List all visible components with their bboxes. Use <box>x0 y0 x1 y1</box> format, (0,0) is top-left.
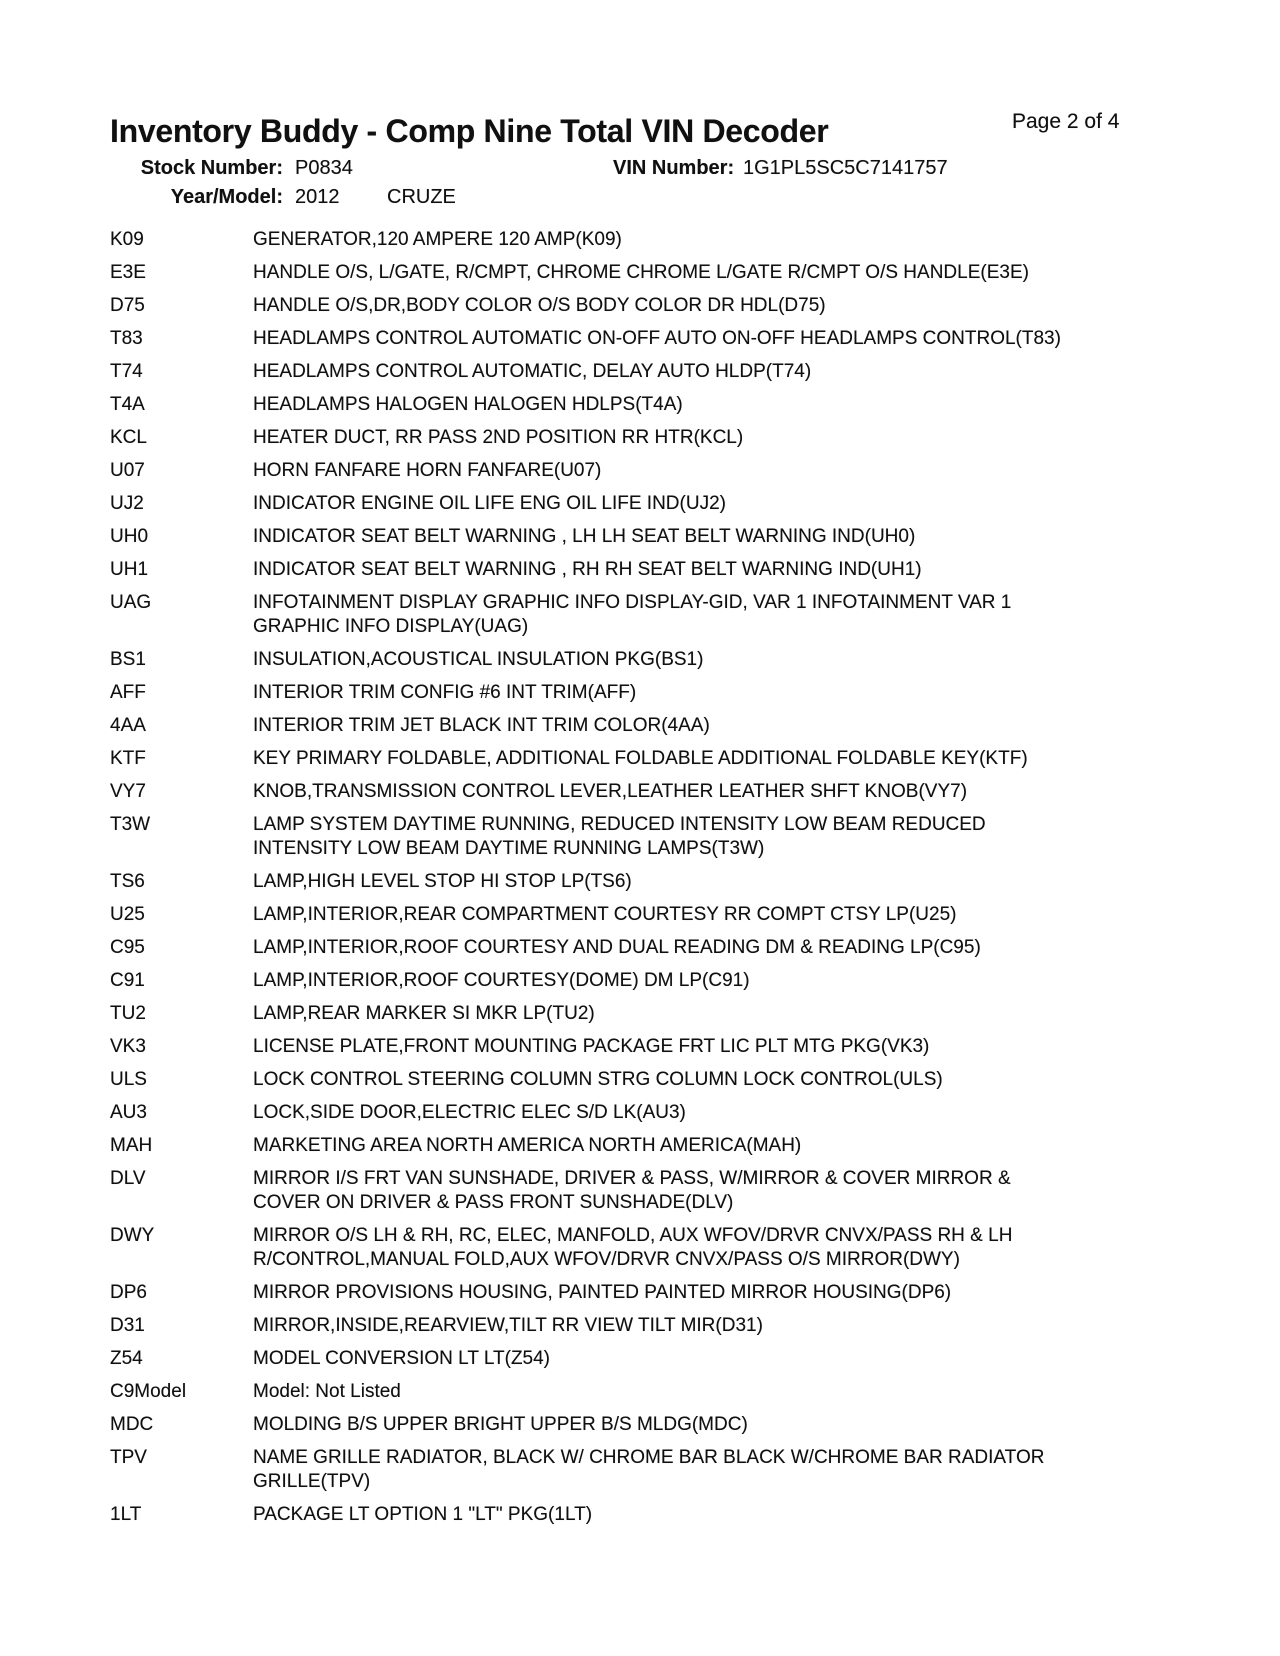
option-description <box>253 327 1061 351</box>
option-description-line: LOCK,SIDE DOOR,ELECTRIC ELEC S/D LK(AU3) <box>253 1102 686 1123</box>
option-code: DLV <box>110 1168 146 1189</box>
option-row <box>110 1134 1230 1158</box>
option-row <box>110 813 1230 861</box>
year-value: 2012 <box>295 186 340 208</box>
option-code: TU2 <box>110 1003 146 1024</box>
option-row <box>110 459 1230 483</box>
option-description <box>253 1224 1012 1272</box>
option-row <box>110 360 1230 384</box>
option-code: UH0 <box>110 526 149 547</box>
option-code: TPV <box>110 1447 147 1468</box>
option-row <box>110 1413 1230 1437</box>
option-description-line: INTENSITY LOW BEAM DAYTIME RUNNING LAMPS(T3W) <box>253 838 765 859</box>
option-row <box>110 969 1230 993</box>
option-description-line: GENERATOR,120 AMPERE 120 AMP(K09) <box>253 229 622 250</box>
option-code: AU3 <box>110 1102 147 1123</box>
option-row <box>110 261 1230 285</box>
option-description <box>253 903 956 927</box>
option-description <box>253 426 743 450</box>
option-description-line: INTERIOR TRIM CONFIG #6 INT TRIM(AFF) <box>253 682 637 703</box>
vin-number-label: VIN Number: <box>613 157 735 179</box>
vin-number-value: 1G1PL5SC5C7141757 <box>743 157 948 179</box>
option-row <box>110 558 1230 582</box>
option-row <box>110 1101 1230 1125</box>
option-description <box>253 525 915 549</box>
option-code: MDC <box>110 1414 154 1435</box>
option-description-line: HEADLAMPS HALOGEN HALOGEN HDLPS(T4A) <box>253 394 683 415</box>
option-code: C9Model <box>110 1381 187 1402</box>
option-description <box>253 1167 1011 1215</box>
option-code: MAH <box>110 1135 153 1156</box>
option-code: KTF <box>110 748 146 769</box>
option-description-line: HEADLAMPS CONTROL AUTOMATIC ON-OFF AUTO ON-OFF HEADLAMPS CONTROL(T83) <box>253 328 1061 349</box>
option-description-line: INTERIOR TRIM JET BLACK INT TRIM COLOR(4AA) <box>253 715 710 736</box>
option-code: D75 <box>110 295 145 316</box>
option-description <box>253 813 986 861</box>
option-description <box>253 558 922 582</box>
option-row <box>110 1347 1230 1371</box>
option-description-line: LICENSE PLATE,FRONT MOUNTING PACKAGE FRT LIC PLT MTG PKG(VK3) <box>253 1036 930 1057</box>
option-description <box>253 1314 763 1338</box>
option-description <box>253 492 726 516</box>
option-description <box>253 747 1028 771</box>
option-row <box>110 903 1230 927</box>
option-description <box>253 1035 929 1059</box>
option-description-line: LAMP,INTERIOR,ROOF COURTESY(DOME) DM LP(C91) <box>253 970 750 991</box>
option-row <box>110 525 1230 549</box>
option-row <box>110 1167 1230 1215</box>
option-row <box>110 780 1230 804</box>
option-description <box>253 1281 951 1305</box>
option-row <box>110 1002 1230 1026</box>
option-code: C95 <box>110 937 145 958</box>
option-row <box>110 1068 1230 1092</box>
option-code: Z54 <box>110 1348 143 1369</box>
option-description <box>253 780 967 804</box>
option-code: DWY <box>110 1225 155 1246</box>
option-description <box>253 393 683 417</box>
option-description-line: KNOB,TRANSMISSION CONTROL LEVER,LEATHER LEATHER SHFT KNOB(VY7) <box>253 781 968 802</box>
option-code: KCL <box>110 427 147 448</box>
option-description <box>253 969 750 993</box>
option-row <box>110 1314 1230 1338</box>
option-code: K09 <box>110 229 144 250</box>
option-code: TS6 <box>110 871 145 892</box>
option-code: 1LT <box>110 1504 142 1525</box>
option-description <box>253 714 710 738</box>
option-row <box>110 393 1230 417</box>
option-row <box>110 936 1230 960</box>
option-description-line: INDICATOR ENGINE OIL LIFE ENG OIL LIFE IND(UJ2) <box>253 493 726 514</box>
option-code: 4AA <box>110 715 146 736</box>
option-description-line: COVER ON DRIVER & PASS FRONT SUNSHADE(DLV) <box>253 1192 734 1213</box>
option-row <box>110 1035 1230 1059</box>
options-list <box>110 228 1230 1536</box>
option-description <box>253 360 811 384</box>
option-code: UAG <box>110 592 152 613</box>
option-row <box>110 747 1230 771</box>
option-description-line: HORN FANFARE HORN FANFARE(U07) <box>253 460 602 481</box>
option-row <box>110 327 1230 351</box>
option-row <box>110 870 1230 894</box>
option-description-line: HEATER DUCT, RR PASS 2ND POSITION RR HTR(KCL) <box>253 427 744 448</box>
option-code: T3W <box>110 814 151 835</box>
option-description-line: HANDLE O/S,DR,BODY COLOR O/S BODY COLOR DR HDL(D75) <box>253 295 826 316</box>
stock-number-label: Stock Number: <box>140 157 283 179</box>
option-code: C91 <box>110 970 145 991</box>
option-description <box>253 1347 550 1371</box>
option-description <box>253 1413 748 1437</box>
option-row <box>110 426 1230 450</box>
option-code: VY7 <box>110 781 146 802</box>
option-code: AFF <box>110 682 146 703</box>
option-description-line: HANDLE O/S, L/GATE, R/CMPT, CHROME CHROME L/GATE R/CMPT O/S HANDLE(E3E) <box>253 262 1029 283</box>
option-description <box>253 228 622 252</box>
option-code: ULS <box>110 1069 147 1090</box>
option-row <box>110 1503 1230 1527</box>
option-description-line: LAMP,HIGH LEVEL STOP HI STOP LP(TS6) <box>253 871 632 892</box>
option-description <box>253 261 1029 285</box>
option-code: BS1 <box>110 649 146 670</box>
option-code: E3E <box>110 262 146 283</box>
option-description <box>253 1134 801 1158</box>
option-code: UJ2 <box>110 493 144 514</box>
option-description-line: MIRROR I/S FRT VAN SUNSHADE, DRIVER & PASS, W/MIRROR & COVER MIRROR & <box>253 1168 1011 1189</box>
option-description-line: INFOTAINMENT DISPLAY GRAPHIC INFO DISPLAY-GID, VAR 1 INFOTAINMENT VAR 1 <box>253 592 1012 613</box>
option-code: VK3 <box>110 1036 146 1057</box>
option-code: D31 <box>110 1315 145 1336</box>
option-description-line: INSULATION,ACOUSTICAL INSULATION PKG(BS1) <box>253 649 704 670</box>
option-description <box>253 1068 943 1092</box>
page-title: Inventory Buddy - Comp Nine Total VIN Decoder <box>110 113 829 149</box>
option-description <box>253 459 601 483</box>
stock-number-value: P0834 <box>295 157 353 179</box>
option-description <box>253 1503 592 1527</box>
option-row <box>110 1446 1230 1494</box>
option-row <box>110 681 1230 705</box>
option-row <box>110 591 1230 639</box>
option-code: U25 <box>110 904 145 925</box>
option-description-line: NAME GRILLE RADIATOR, BLACK W/ CHROME BAR BLACK W/CHROME BAR RADIATOR <box>253 1447 1045 1468</box>
option-row <box>110 714 1230 738</box>
option-description <box>253 870 632 894</box>
option-description-line: GRAPHIC INFO DISPLAY(UAG) <box>253 616 529 637</box>
option-row <box>110 1224 1230 1272</box>
option-description-line: MIRROR O/S LH & RH, RC, ELEC, MANFOLD, AUX WFOV/DRVR CNVX/PASS RH & LH <box>253 1225 1013 1246</box>
option-description-line: INDICATOR SEAT BELT WARNING , LH LH SEAT BELT WARNING IND(UH0) <box>253 526 916 547</box>
option-description <box>253 1380 401 1404</box>
page-number-indicator: Page 2 of 4 <box>1012 110 1120 133</box>
option-code: UH1 <box>110 559 149 580</box>
option-description-line: LAMP SYSTEM DAYTIME RUNNING, REDUCED INTENSITY LOW BEAM REDUCED <box>253 814 986 835</box>
option-description-line: R/CONTROL,MANUAL FOLD,AUX WFOV/DRVR CNVX/PASS O/S MIRROR(DWY) <box>253 1249 960 1270</box>
option-description <box>253 1002 595 1026</box>
option-description <box>253 1101 686 1125</box>
option-description-line: LAMP,REAR MARKER SI MKR LP(TU2) <box>253 1003 595 1024</box>
option-code: T83 <box>110 328 143 349</box>
option-description-line: KEY PRIMARY FOLDABLE, ADDITIONAL FOLDABLE ADDITIONAL FOLDABLE KEY(KTF) <box>253 748 1028 769</box>
option-description-line: MOLDING B/S UPPER BRIGHT UPPER B/S MLDG(MDC) <box>253 1414 748 1435</box>
option-description <box>253 294 826 318</box>
option-row <box>110 492 1230 516</box>
option-description-line: MIRROR,INSIDE,REARVIEW,TILT RR VIEW TILT MIR(D31) <box>253 1315 763 1336</box>
option-code: T4A <box>110 394 145 415</box>
option-description <box>253 648 703 672</box>
option-description <box>253 1446 1044 1494</box>
year-model-label: Year/Model: <box>170 186 283 208</box>
option-description-line: LOCK CONTROL STEERING COLUMN STRG COLUMN LOCK CONTROL(ULS) <box>253 1069 943 1090</box>
model-value: CRUZE <box>387 186 456 208</box>
option-code: U07 <box>110 460 145 481</box>
option-description-line: LAMP,INTERIOR,REAR COMPARTMENT COURTESY RR COMPT CTSY LP(U25) <box>253 904 957 925</box>
option-description <box>253 591 1011 639</box>
option-description-line: PACKAGE LT OPTION 1 "LT" PKG(1LT) <box>253 1504 593 1525</box>
option-description-line: GRILLE(TPV) <box>253 1471 371 1492</box>
option-description-line: MARKETING AREA NORTH AMERICA NORTH AMERICA(MAH) <box>253 1135 802 1156</box>
option-row <box>110 1281 1230 1305</box>
option-description <box>253 681 636 705</box>
option-description <box>253 936 981 960</box>
option-row <box>110 228 1230 252</box>
option-description-line: LAMP,INTERIOR,ROOF COURTESY AND DUAL READING DM & READING LP(C95) <box>253 937 981 958</box>
option-description-line: Model: Not Listed <box>253 1381 401 1402</box>
option-row <box>110 648 1230 672</box>
option-description-line: MODEL CONVERSION LT LT(Z54) <box>253 1348 551 1369</box>
option-description-line: HEADLAMPS CONTROL AUTOMATIC, DELAY AUTO HLDP(T74) <box>253 361 812 382</box>
option-description-line: MIRROR PROVISIONS HOUSING, PAINTED PAINTED MIRROR HOUSING(DP6) <box>253 1282 952 1303</box>
option-row <box>110 294 1230 318</box>
option-code: DP6 <box>110 1282 147 1303</box>
option-code: T74 <box>110 361 143 382</box>
option-description-line: INDICATOR SEAT BELT WARNING , RH RH SEAT BELT WARNING IND(UH1) <box>253 559 922 580</box>
option-row <box>110 1380 1230 1404</box>
